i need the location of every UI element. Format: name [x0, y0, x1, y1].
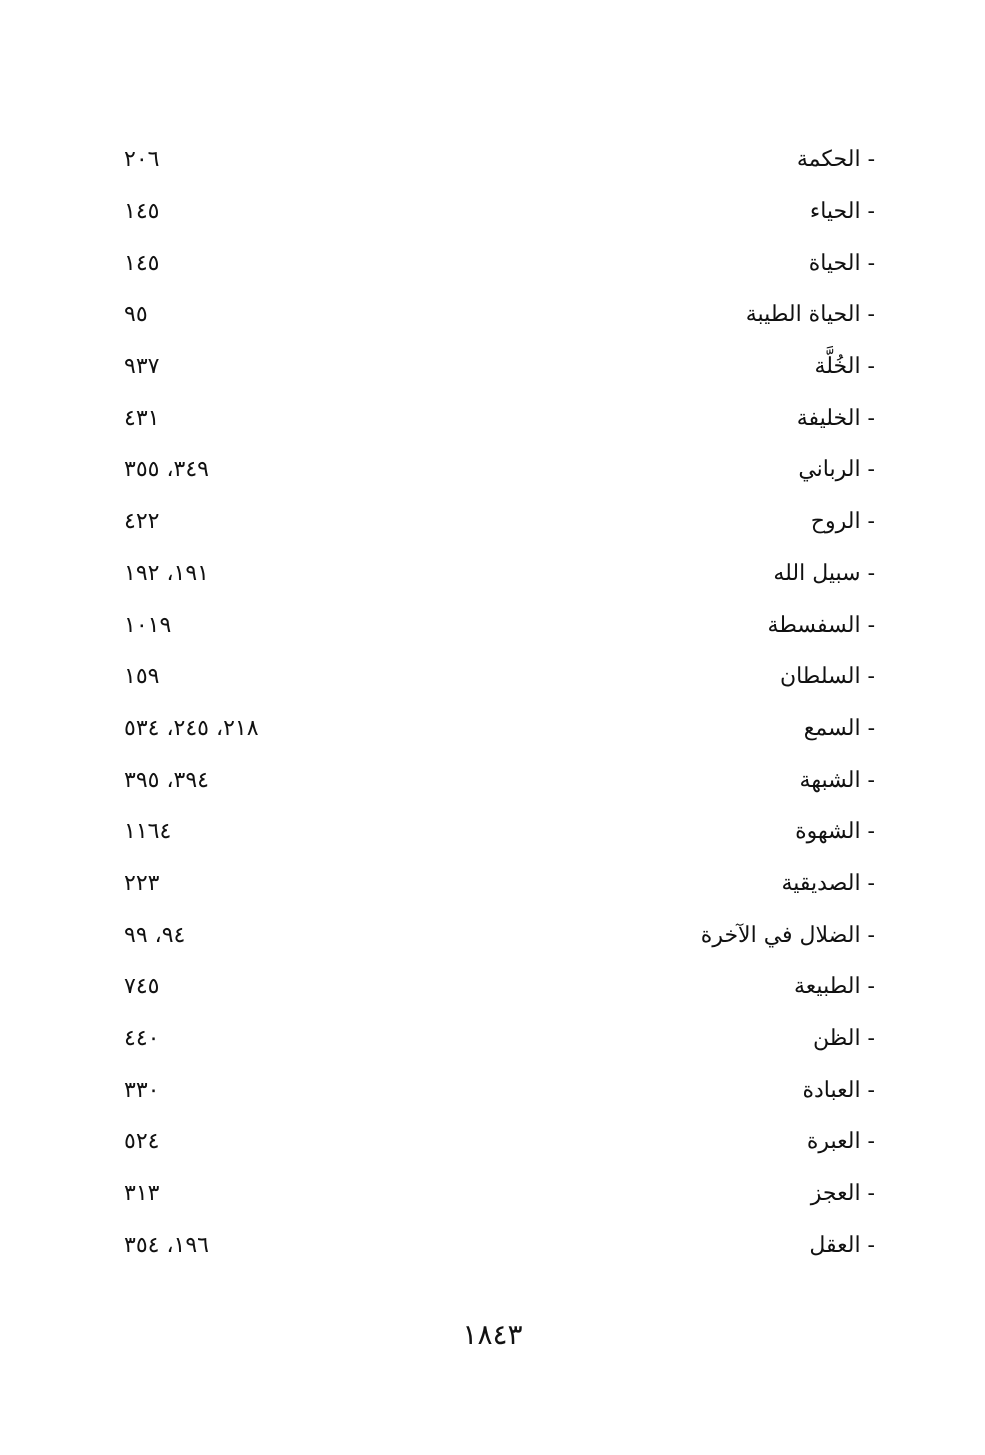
- index-entry: [110, 341, 875, 393]
- index-entry: [110, 806, 875, 858]
- index-entry: [110, 134, 875, 186]
- index-entry: [110, 703, 875, 755]
- index-pages: ٣٩٤، ٣٩٥: [124, 767, 209, 793]
- index-pages: ٤٤٠: [124, 1026, 160, 1052]
- index-pages: ٧٤٥: [124, 974, 160, 1000]
- index-entry: [110, 392, 875, 444]
- index-entry: [110, 754, 875, 806]
- index-pages: ١٤٥: [124, 250, 160, 276]
- index-pages: ١٤٥: [124, 199, 160, 225]
- index-term: - السفسطة: [767, 612, 875, 638]
- index-term: - سبيل الله: [773, 560, 875, 586]
- index-term: - الظن: [812, 1026, 875, 1052]
- index-term: - الحياء: [809, 199, 875, 225]
- index-pages: ١٠١٩: [124, 612, 172, 638]
- index-list: [110, 134, 875, 1271]
- index-entry: [110, 1219, 875, 1271]
- index-pages: ٩٤، ٩٩: [124, 922, 186, 948]
- index-entry: [110, 237, 875, 289]
- index-term: - الشبهة: [799, 767, 875, 793]
- index-term: - العجز: [810, 1181, 875, 1207]
- index-term: - الصديقية: [781, 870, 875, 896]
- index-term: - الحكمة: [796, 147, 875, 173]
- index-pages: ٩٥: [124, 302, 148, 328]
- index-pages: ٢١٨، ٢٤٥، ٥٣٤: [124, 715, 259, 741]
- index-entry: [110, 496, 875, 548]
- index-pages: ٤٢٢: [124, 509, 160, 535]
- index-entry: [110, 1064, 875, 1116]
- page-number: ١٨٤٣: [462, 1318, 523, 1351]
- index-pages: ٣٣٠: [124, 1077, 160, 1103]
- index-pages: ٢٠٦: [124, 147, 160, 173]
- index-pages: ٢٢٣: [124, 870, 160, 896]
- index-pages: ١٥٩: [124, 664, 160, 690]
- index-entry: [110, 651, 875, 703]
- index-entry: [110, 909, 875, 961]
- index-entry: [110, 1013, 875, 1065]
- index-entry: [110, 599, 875, 651]
- index-entry: [110, 289, 875, 341]
- index-term: - الضلال في الآخرة: [700, 922, 875, 948]
- index-term: - الطبيعة: [794, 974, 875, 1000]
- index-pages: ٩٣٧: [124, 354, 160, 380]
- index-entry: [110, 186, 875, 238]
- index-term: - الشهوة: [795, 819, 875, 845]
- index-entry: [110, 858, 875, 910]
- index-pages: ١١٦٤: [124, 819, 172, 845]
- index-term: - الخليفة: [796, 405, 875, 431]
- index-term: - الرباني: [798, 457, 875, 483]
- index-term: - العبرة: [806, 1129, 875, 1155]
- index-entry: [110, 1116, 875, 1168]
- index-term: - الروح: [810, 509, 875, 535]
- index-entry: [110, 444, 875, 496]
- index-term: - العبادة: [802, 1077, 875, 1103]
- index-entry: [110, 1168, 875, 1220]
- index-pages: ١٩١، ١٩٢: [124, 560, 209, 586]
- index-term: - الحياة: [808, 250, 875, 276]
- index-term: - السمع: [803, 715, 875, 741]
- index-entry: [110, 961, 875, 1013]
- index-pages: ٣١٣: [124, 1181, 160, 1207]
- index-entry: [110, 548, 875, 600]
- index-term: - العقل: [809, 1232, 875, 1258]
- index-pages: ١٩٦، ٣٥٤: [124, 1232, 209, 1258]
- index-pages: ٣٤٩، ٣٥٥: [124, 457, 209, 483]
- index-term: - الحياة الطيبة: [745, 302, 875, 328]
- index-pages: ٥٢٤: [124, 1129, 160, 1155]
- index-term: - الخُلَّة: [814, 354, 875, 380]
- index-pages: ٤٣١: [124, 405, 160, 431]
- index-term: - السلطان: [779, 664, 875, 690]
